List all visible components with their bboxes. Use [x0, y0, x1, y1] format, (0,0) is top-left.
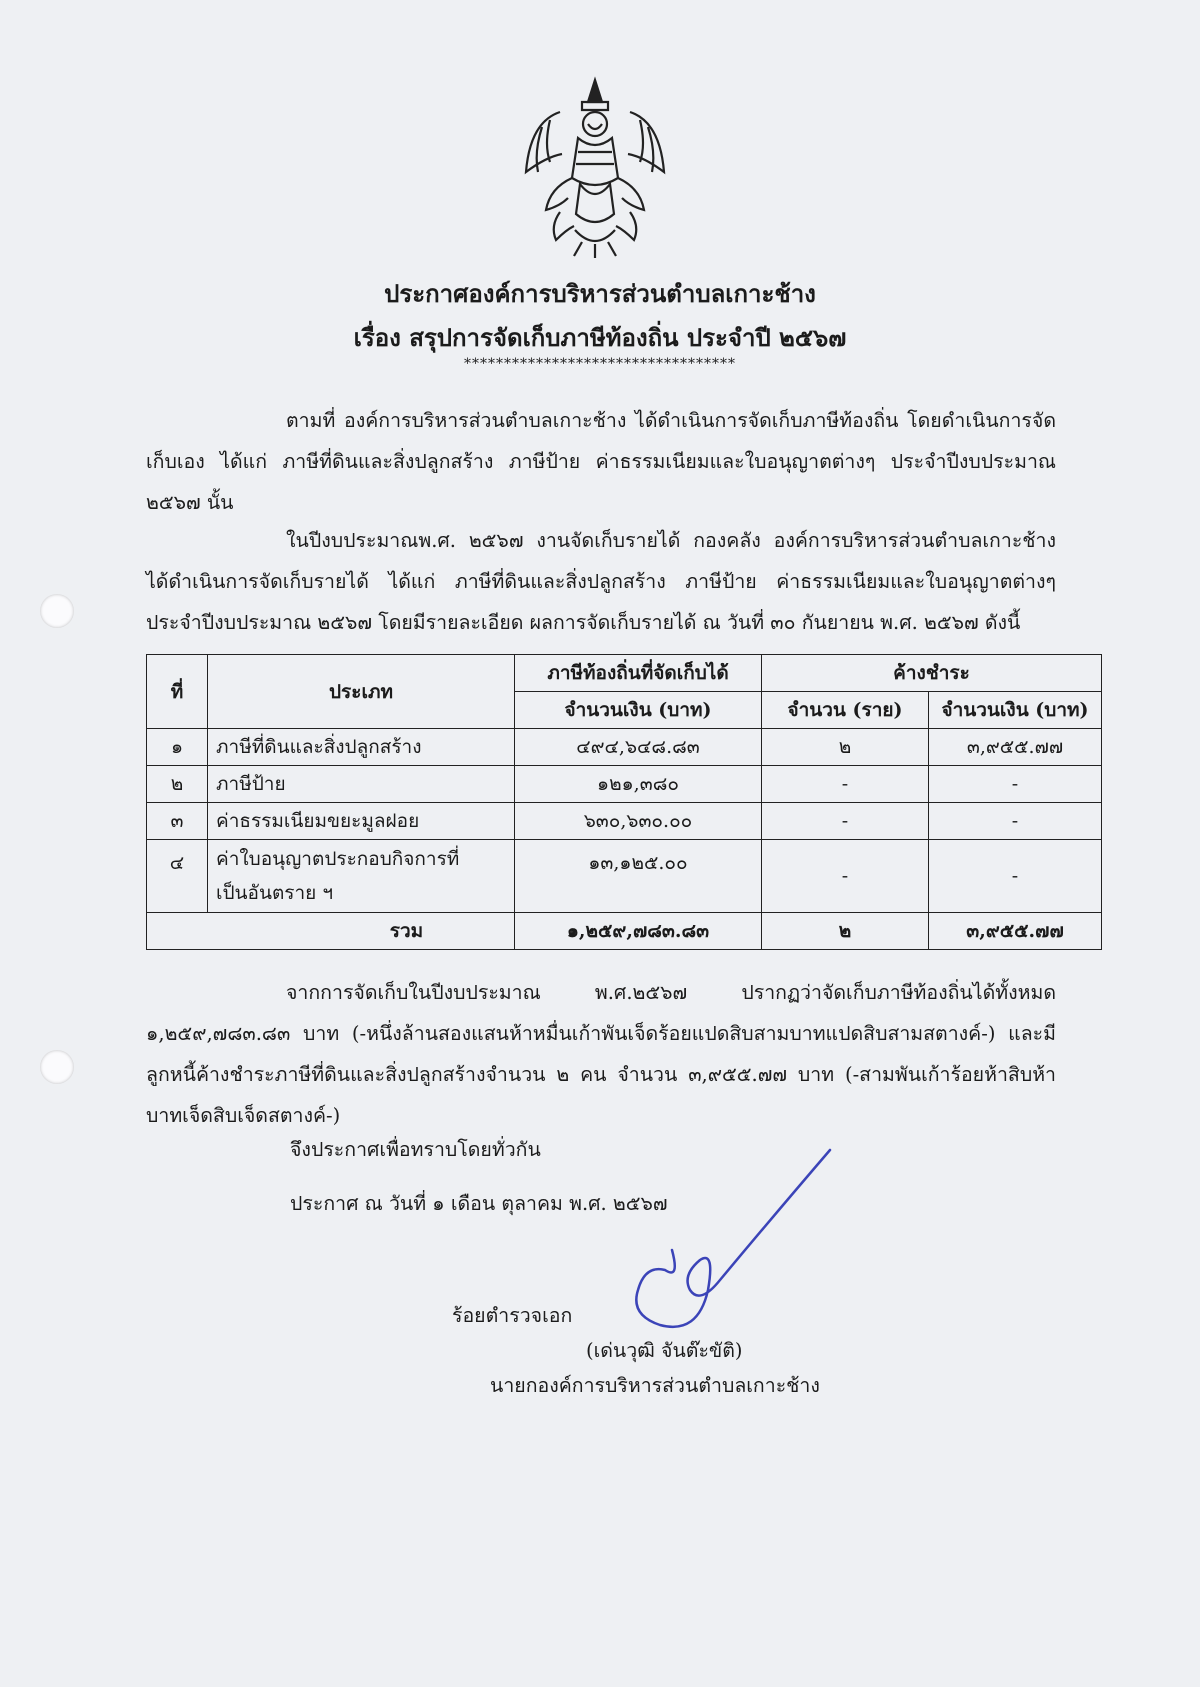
handwritten-signature-icon — [620, 1140, 840, 1340]
paragraph-1 — [146, 400, 1056, 523]
header-no: ที่ — [147, 655, 208, 729]
row-owed: - — [929, 803, 1102, 840]
row-owed: - — [929, 766, 1102, 803]
punch-hole — [40, 594, 74, 628]
row-count: ๒ — [762, 729, 929, 766]
row-type: ภาษีที่ดินและสิ่งปลูกสร้าง — [208, 729, 515, 766]
header-outstanding: ค้างชำระ — [762, 655, 1102, 692]
total-owed: ๓,๙๕๕.๗๗ — [929, 913, 1102, 950]
paragraph-2-text: ในปีงบประมาณพ.ศ. ๒๕๖๗ งานจัดเก็บรายได้ กองคลัง องค์การบริหารส่วนตำบลเกาะช้าง ได้ดำเนินการจัดเก็บรายได้ ได้แก่ ภาษีที่ดินและสิ่งปลูกสร้าง ภาษีป้าย ค่าธรรมเนียมและใบอนุญาตต่างๆ ประจำปีงบประมาณ ๒๕๖๗ โดยมีรายละเอียด ผลการจัดเก็บรายได้ ณ วันที่ ๓๐ กันยายน พ.ศ. ๒๕๖๗ ดังนี้ — [146, 529, 1056, 634]
paragraph-2 — [146, 520, 1056, 643]
title-line-2: เรื่อง สรุปการจัดเก็บภาษีท้องถิ่น ประจำปี ๒๕๖๗ — [353, 323, 847, 352]
row-amount: ๑๓,๑๒๕.๐๐ — [515, 840, 762, 913]
paragraph-3-text: จากการจัดเก็บในปีงบประมาณ พ.ศ.๒๕๖๗ ปรากฏว่าจัดเก็บภาษีท้องถิ่นได้ทั้งหมด ๑,๒๕๙,๗๘๓.๘๓ บาท (-หนึ่งล้านสองแสนห้าหมื่นเก้าพันเจ็ดร้อยแปดสิบสามบาทแปดสิบสามสตางค์-) และมีลูกหนี้ค้างชำระภาษีที่ดินและสิ่งปลูกสร้างจำนวน ๒ คน จำนวน ๓,๙๕๕.๗๗ บาท (-สามพันเก้าร้อยห้าสิบห้าบาทเจ็ดสิบเจ็ดสตางค์-) — [146, 981, 1056, 1127]
title-line-1: ประกาศองค์การบริหารส่วนตำบลเกาะช้าง — [384, 279, 816, 308]
row-type: ภาษีป้าย — [208, 766, 515, 803]
signer-name: (เด่นวุฒิ จันต๊ะขัติ) — [586, 1339, 743, 1362]
row-no: ๓ — [147, 803, 208, 840]
tax-summary-table — [146, 654, 1102, 950]
row-type-line-1: ค่าใบอนุญาตประกอบกิจการที่ — [216, 848, 460, 870]
row-count: - — [762, 803, 929, 840]
table-total-row — [147, 913, 1102, 950]
row-owed: ๓,๙๕๕.๗๗ — [929, 729, 1102, 766]
row-amount: ๖๓๐,๖๓๐.๐๐ — [515, 803, 762, 840]
row-no: ๔ — [147, 840, 208, 913]
header-collected: ภาษีท้องถิ่นที่จัดเก็บได้ — [515, 655, 762, 692]
total-label: รวม — [147, 913, 515, 950]
header-amount: จำนวนเงิน (บาท) — [515, 692, 762, 729]
signer-position: นายกองค์การบริหารส่วนตำบลเกาะช้าง — [490, 1374, 820, 1397]
header-count: จำนวน (ราย) — [762, 692, 929, 729]
table-row — [147, 729, 1102, 766]
row-amount: ๑๒๑,๓๘๐ — [515, 766, 762, 803]
row-no: ๑ — [147, 729, 208, 766]
table-row — [147, 840, 1102, 913]
garuda-emblem-icon — [520, 72, 670, 262]
date-line: ประกาศ ณ วันที่ ๑ เดือน ตุลาคม พ.ศ. ๒๕๖๗ — [290, 1192, 668, 1215]
row-amount: ๔๙๔,๖๔๘.๘๓ — [515, 729, 762, 766]
total-count: ๒ — [762, 913, 929, 950]
row-count: - — [762, 766, 929, 803]
paragraph-3 — [146, 972, 1056, 1136]
row-no: ๒ — [147, 766, 208, 803]
separator: ********************************** — [464, 356, 736, 372]
row-count: - — [762, 840, 929, 913]
table-row — [147, 803, 1102, 840]
row-owed: - — [929, 840, 1102, 913]
row-type-line-2: เป็นอันตราย ฯ — [216, 882, 333, 904]
total-amount: ๑,๒๕๙,๗๘๓.๘๓ — [515, 913, 762, 950]
paragraph-1-text: ตามที่ องค์การบริหารส่วนตำบลเกาะช้าง ได้ดำเนินการจัดเก็บภาษีท้องถิ่น โดยดำเนินการจัดเก็บเอง ได้แก่ ภาษีที่ดินและสิ่งปลูกสร้าง ภาษีป้าย ค่าธรรมเนียมและใบอนุญาตต่างๆ ประจำปีงบประมาณ ๒๕๖๗ นั้น — [146, 409, 1056, 514]
signer-rank: ร้อยตำรวจเอก — [452, 1304, 573, 1327]
row-type — [208, 840, 515, 913]
header-type: ประเภท — [208, 655, 515, 729]
header-amount-outstanding: จำนวนเงิน (บาท) — [929, 692, 1102, 729]
punch-hole — [40, 1050, 74, 1084]
table-row — [147, 766, 1102, 803]
announcement-line: จึงประกาศเพื่อทราบโดยทั่วกัน — [290, 1138, 541, 1161]
row-type: ค่าธรรมเนียมขยะมูลฝอย — [208, 803, 515, 840]
